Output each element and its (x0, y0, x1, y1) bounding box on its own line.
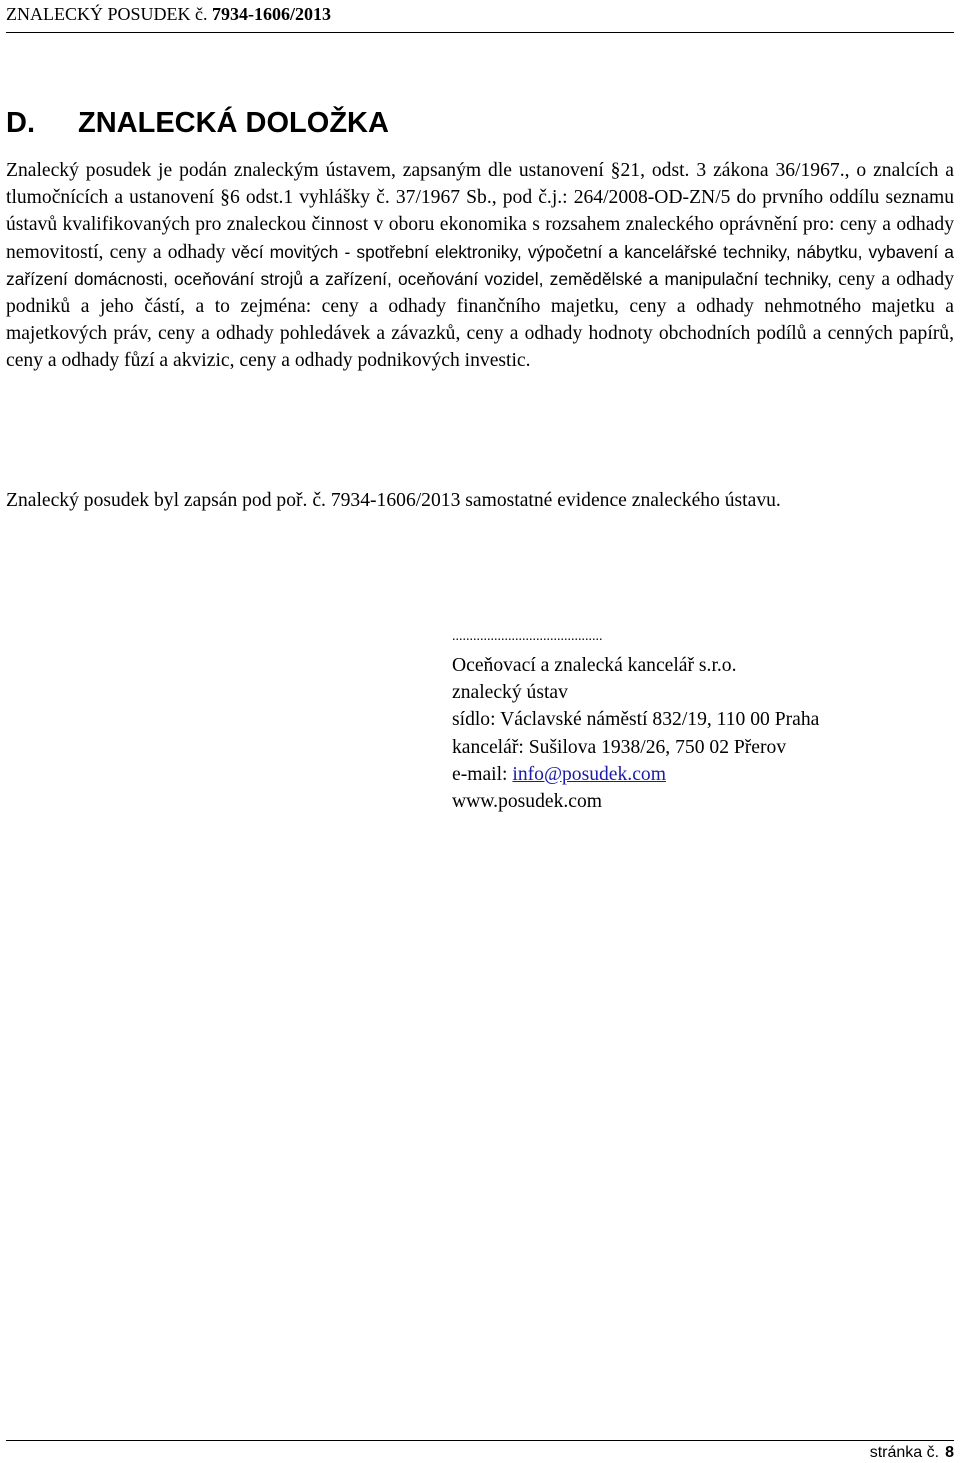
company-office: kancelář: Sušilova 1938/26, 750 02 Přerov (452, 736, 787, 758)
signature-line: ........................................... (452, 629, 603, 644)
clause-text-part1: Znalecký posudek je podán znaleckým ústavem, zapsaným dle ustanovení §21, odst. 3 zákona 36/1967., o znalcích a tlumočnících a ustanovení §6 odst.1 vyhlášky č. 37/1967 Sb., pod č.j.: 264/2008-OD-ZN/5 do prvního oddílu seznamu ústavů kvalifikovaných pro znaleckou činnost v oboru ekonomika s rozsahem znaleckého oprávnění pro: ceny a odhady nemovitostí, ceny a odhady (6, 160, 954, 263)
signature-block (452, 625, 952, 815)
website: www.posudek.com (452, 790, 603, 812)
header-label: ZNALECKÝ POSUDEK č. (6, 4, 208, 24)
page-header (6, 0, 954, 33)
section-number: D. (6, 107, 35, 139)
email-label: e-mail: (452, 763, 513, 785)
clause-text-part2: věcí movitých - spotřební elektroniky, výpočetní a kancelářské techniky, nábytku, vybavení a zařízení domácnosti, oceňování strojů a zařízení, oceňování vozidel, zemědělské a manipulační techniky, (6, 241, 954, 289)
company-seat: sídlo: Václavské náměstí 832/19, 110 00 Praha (452, 709, 820, 731)
company-name: Oceňovací a znalecká kancelář s.r.o. (452, 655, 737, 676)
email-row (452, 761, 952, 788)
footer-page-label: stránka č. (869, 1444, 940, 1461)
header-document-number: 7934-1606/2013 (212, 4, 331, 24)
email-link[interactable]: info@posudek.com (512, 763, 666, 785)
company-type: znalecký ústav (452, 682, 568, 704)
page-footer (870, 1443, 954, 1463)
clause-text-part3: ceny a odhady podniků a jeho částí, a to zejména: ceny a odhady finančního majetku, ceny a odhady nehmotného majetku a majetkových práv, ceny a odhady pohledávek a závazků, ceny a odhady hodnoty obchodních podílů a cenných papírů, ceny a odhady fůzí a akvizic, ceny a odhady podnikových investic. (6, 268, 954, 372)
clause-paragraph (6, 157, 954, 375)
section-heading (6, 103, 954, 143)
footer-page-number: 8 (945, 1444, 954, 1461)
evidence-statement: Znalecký posudek byl zapsán pod poř. č. 7934-1606/2013 samostatné evidence znaleckého ústavu. (6, 490, 781, 511)
footer-divider (6, 1440, 954, 1441)
section-title: ZNALECKÁ DOLOŽKA (78, 107, 389, 139)
